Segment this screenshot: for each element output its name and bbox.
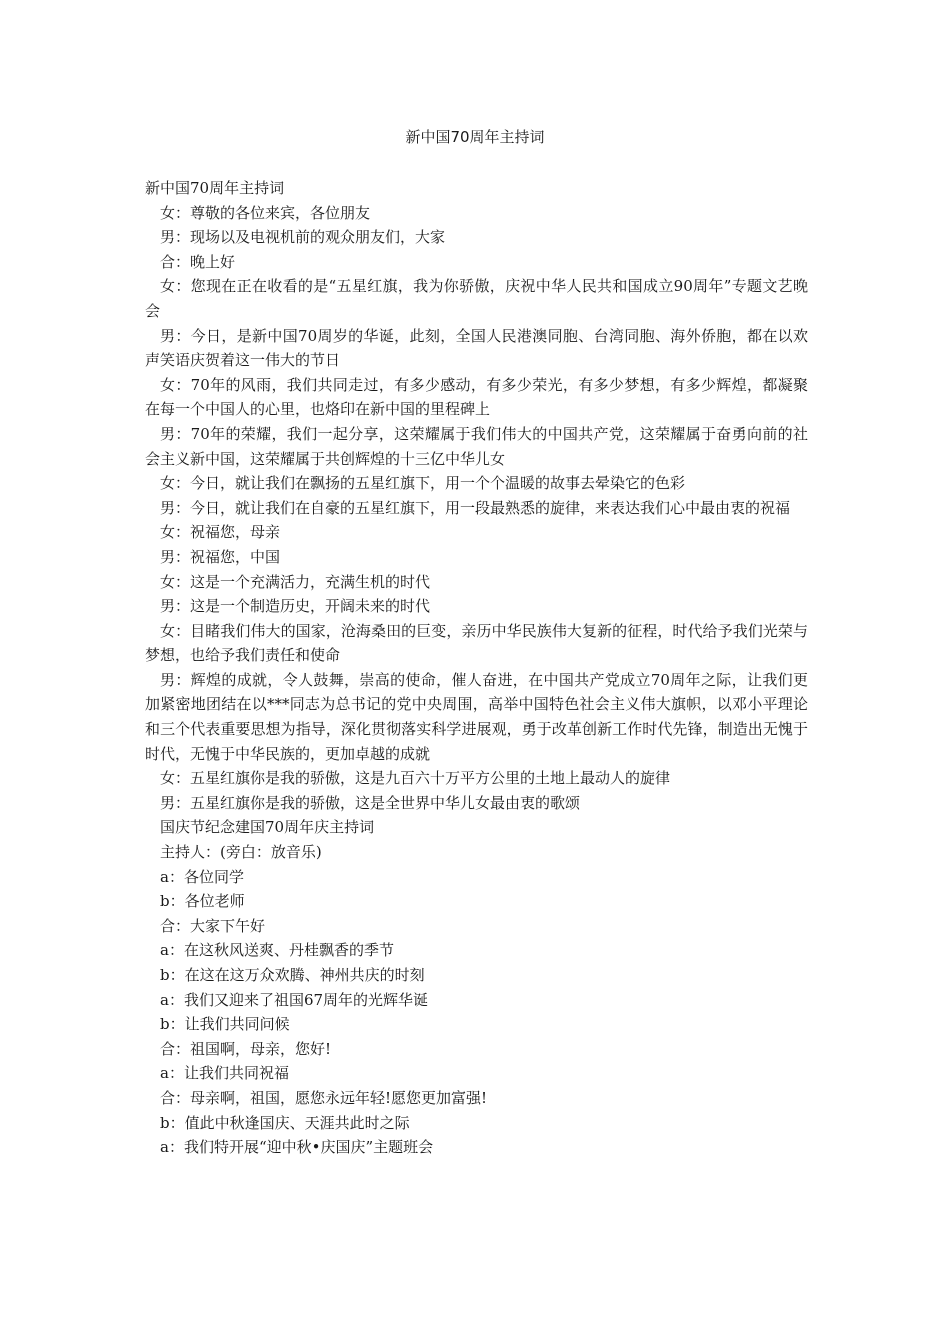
- paragraph: 男：今日，就让我们在自豪的五星红旗下，用一段最熟悉的旋律，来表达我们心中最由衷的祝福: [160, 498, 791, 517]
- paragraph: 合：晚上好: [160, 252, 236, 271]
- paragraph: 男：70年的荣耀，我们一起分享，这荣耀属于我们伟大的中国共产党，这荣耀属于奋勇向前的社会主义新中国，这荣耀属于共创辉煌的十三亿中华儿女: [145, 424, 808, 468]
- paragraph: 女：五星红旗你是我的骄傲，这是九百六十万平方公里的土地上最动人的旋律: [160, 769, 671, 788]
- paragraph: 男：五星红旗你是我的骄傲，这是全世界中华儿女最由衷的歌颂: [160, 793, 581, 812]
- paragraph: 主持人：(旁白：放音乐): [160, 843, 322, 862]
- paragraph: 男：祝福您，中国: [160, 547, 281, 566]
- paragraph: b：让我们共同问候: [160, 1015, 290, 1034]
- paragraph: 男：辉煌的成就，令人鼓舞，崇高的使命，催人奋进，在中国共产党成立70周年之际，让我们更加紧密地团结在以***同志为总书记的党中央周围，高举中国特色社会主义伟大旗帜，以邓小平理论和三个代表重要思想为指导，深化贯彻落实科学进展观，勇于改革创新工作时代先锋，制造出无愧于时代，无愧于中华民族的，更加卓越的成就: [145, 670, 808, 763]
- paragraph: 女：尊敬的各位来宾，各位朋友: [160, 203, 371, 222]
- paragraph: 合：大家下午好: [160, 916, 266, 935]
- paragraph: a：我们又迎来了祖国67周年的光辉华诞: [160, 990, 429, 1009]
- paragraph: 女：目睹我们伟大的国家，沧海桑田的巨变，亲历中华民族伟大复新的征程，时代给予我们光荣与梦想，也给予我们责任和使命: [145, 621, 808, 665]
- paragraph: 女：您现在正在收看的是“五星红旗，我为你骄傲，庆祝中华人民共和国成立90周年”专题文艺晚会: [145, 277, 808, 320]
- paragraph: 女：祝福您，母亲: [160, 523, 281, 542]
- paragraph: 合：祖国啊，母亲，您好!: [160, 1039, 332, 1058]
- paragraph: 男：今日，是新中国70周岁的华诞，此刻，全国人民港澳同胞、台湾同胞、海外侨胞，都在以欢声笑语庆贺着这一伟大的节日: [145, 326, 808, 370]
- paragraph: a：在这秋风送爽、丹桂飘香的季节: [160, 941, 394, 960]
- paragraph: 女：这是一个充满活力，充满生机的时代: [160, 572, 431, 591]
- paragraph: b：值此中秋逢国庆、天涯共此时之际: [160, 1113, 410, 1132]
- paragraph: a：各位同学: [160, 867, 244, 886]
- document-title: 新中国70周年主持词: [405, 128, 545, 146]
- paragraph: 女：70年的风雨，我们共同走过，有多少感动，有多少荣光，有多少梦想，有多少辉煌，都凝聚在每一个中国人的心里，也烙印在新中国的里程碑上: [145, 375, 808, 419]
- paragraph: 合：母亲啊，祖国，愿您永远年轻!愿您更加富强!: [160, 1088, 488, 1107]
- paragraph: 国庆节纪念建国70周年庆主持词: [160, 818, 375, 837]
- paragraph-heading: 新中国70周年主持词: [145, 179, 285, 197]
- document-body: [145, 176, 808, 1160]
- paragraph: 男：现场以及电视机前的观众朋友们，大家: [160, 228, 446, 247]
- paragraph: b：在这在这万众欢腾、神州共庆的时刻: [160, 966, 425, 984]
- paragraph: a：我们特开展“迎中秋•庆国庆”主题班会: [160, 1138, 434, 1157]
- paragraph: a：让我们共同祝福: [160, 1064, 289, 1083]
- paragraph: 女：今日，就让我们在飘扬的五星红旗下，用一个个温暖的故事去晕染它的色彩: [160, 474, 686, 493]
- paragraph: b：各位老师: [160, 892, 245, 911]
- paragraph: 男：这是一个制造历史，开阔未来的时代: [160, 597, 431, 616]
